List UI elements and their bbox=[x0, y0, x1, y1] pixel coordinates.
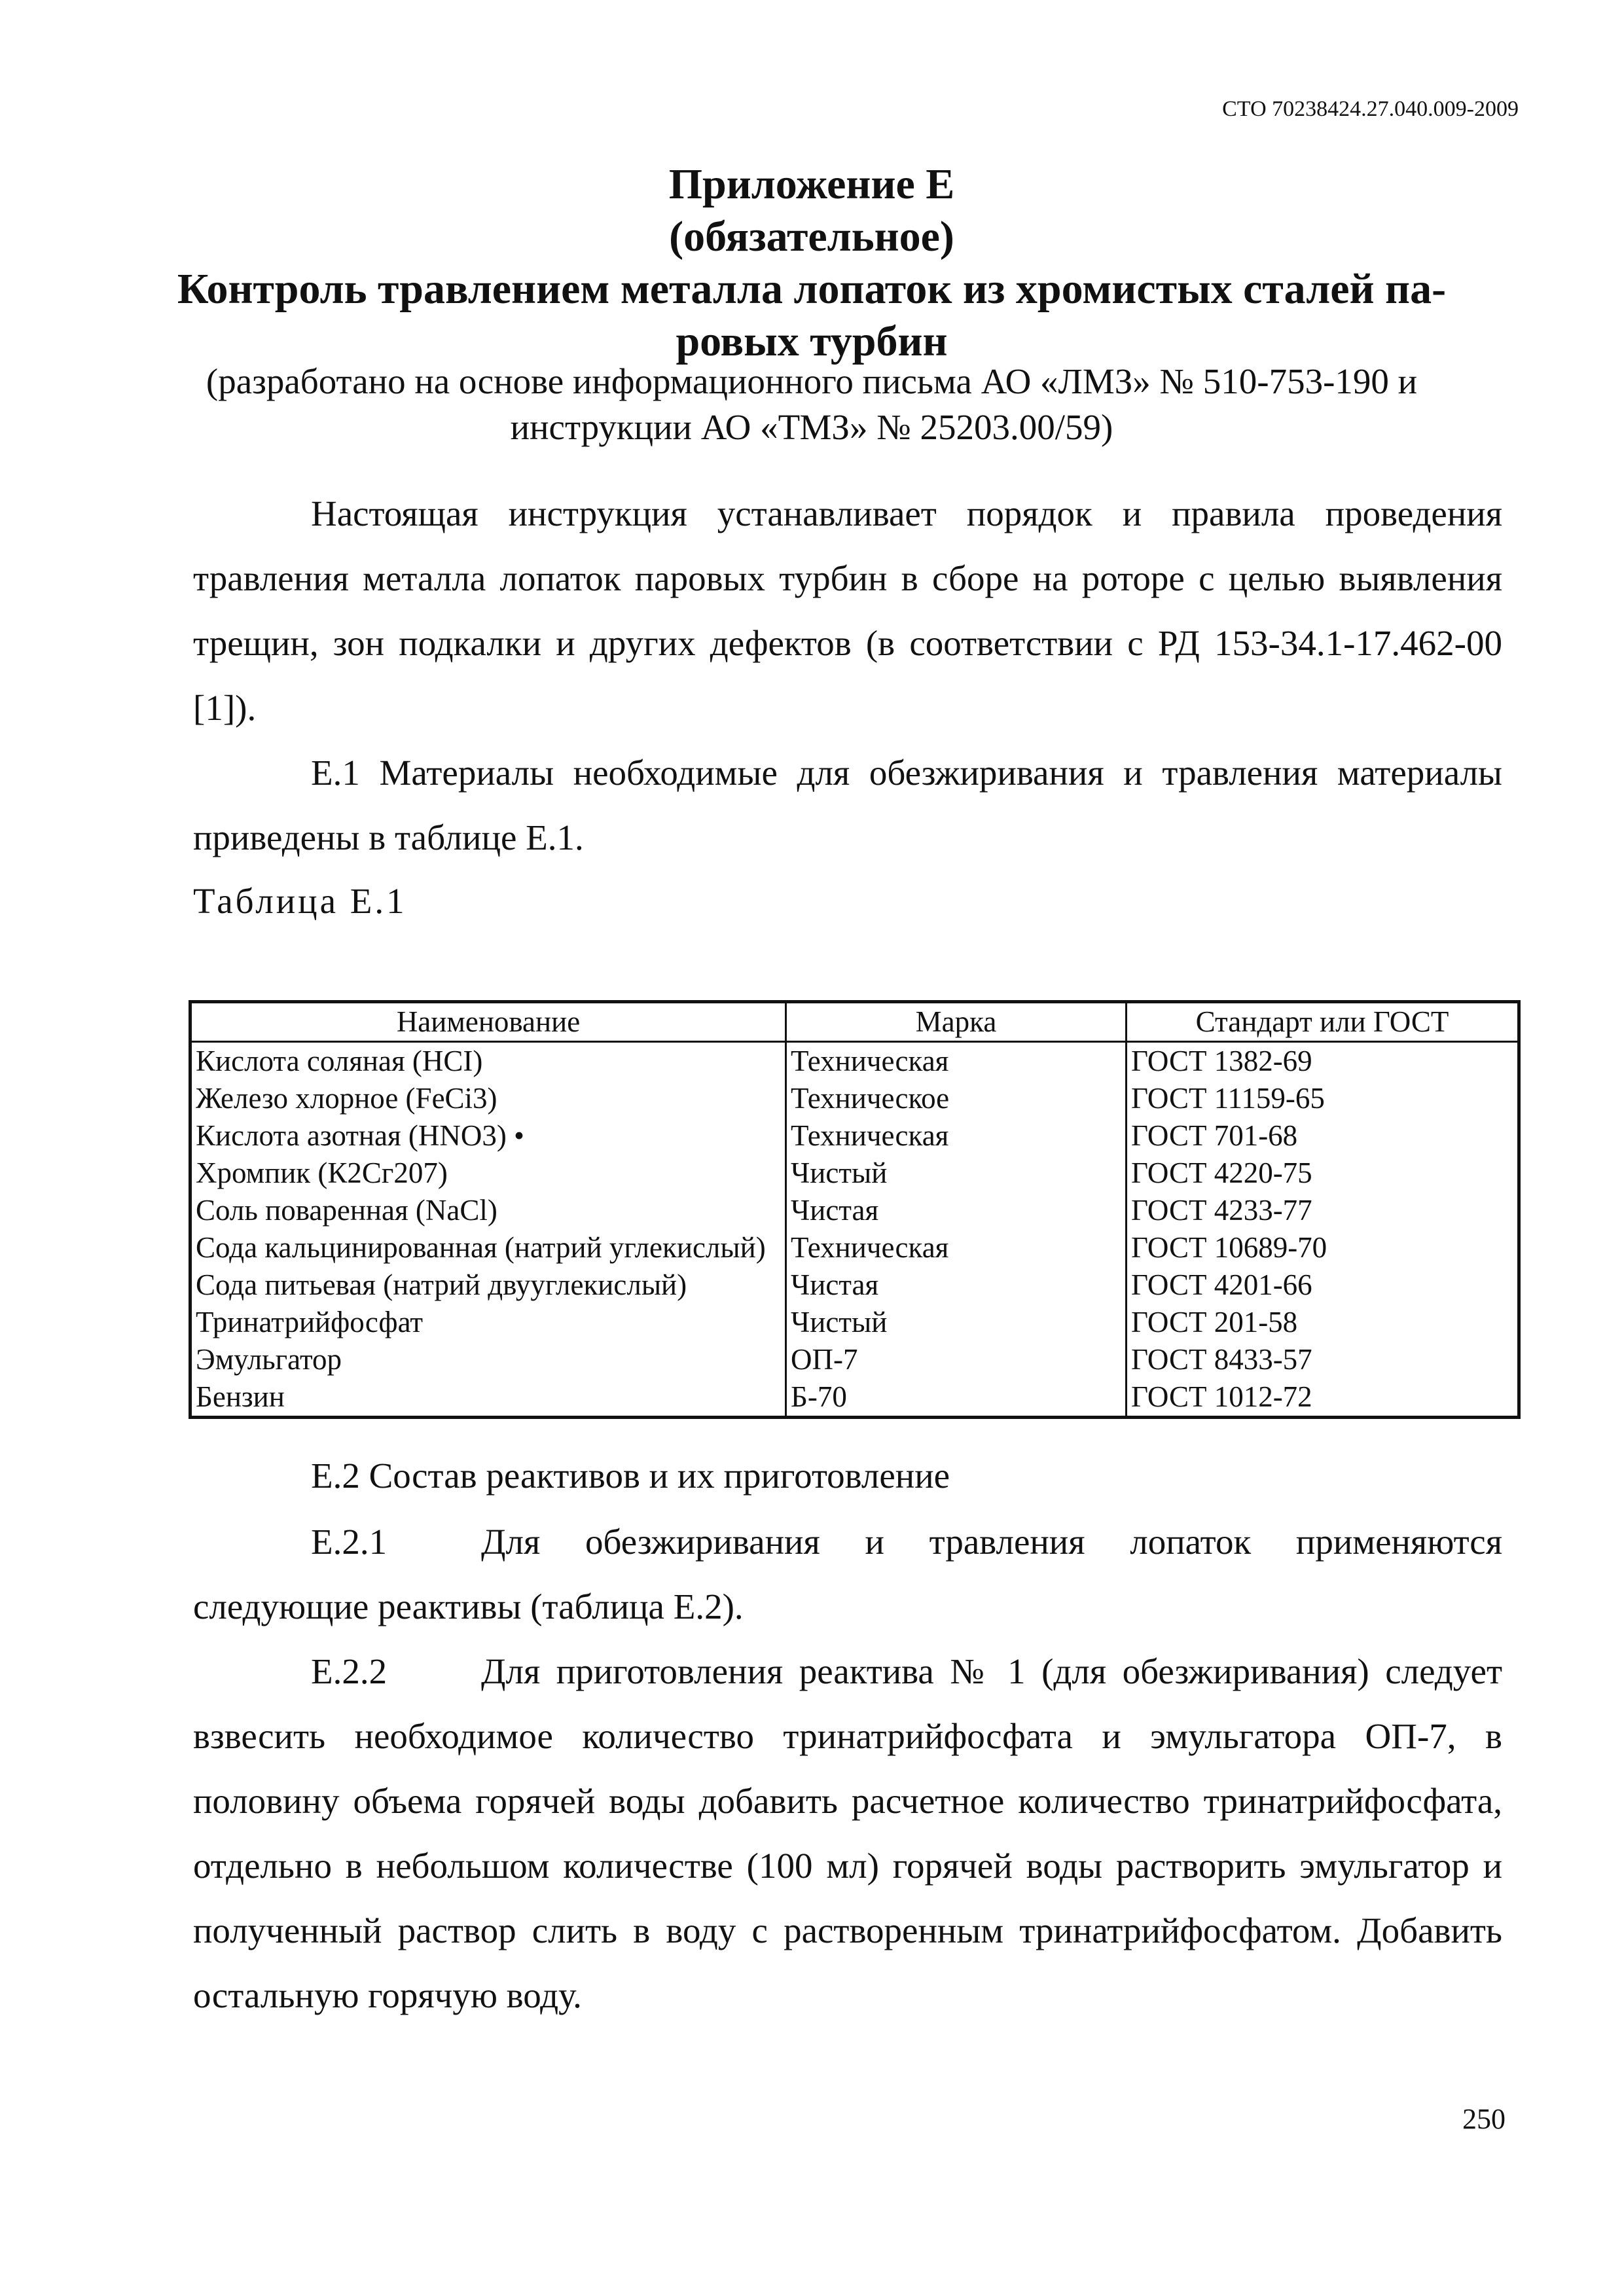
material-grade: Чистый bbox=[786, 1155, 1127, 1192]
section-e21-number: Е.2.1 bbox=[311, 1522, 388, 1562]
material-grade: Техническая bbox=[786, 1042, 1127, 1081]
material-grade: Техническая bbox=[786, 1117, 1127, 1155]
material-standard: ГОСТ 1012-72 bbox=[1127, 1378, 1519, 1418]
materials-table bbox=[189, 1000, 1521, 1419]
intro-paragraph: Настоящая инструкция устанавливает порядок и правила проведения травления металла лопаток паровых турбин в сборе на роторе с целью выявления трещин, зон подкалки и других дефектов (в соответствии с РД 153-34.1-17.462-00 [1]). bbox=[193, 493, 1502, 728]
section-e1-paragraph: Е.1 Материалы необходимые для обезжиривания и травления материалы приведены в таблице Е.1. bbox=[193, 753, 1502, 857]
document-code: СТО 70238424.27.040.009-2009 bbox=[1222, 97, 1519, 121]
material-name: Сода кальцинированная (натрий углекислый) bbox=[190, 1229, 786, 1266]
material-grade: Чистая bbox=[786, 1192, 1127, 1229]
material-grade: Чистый bbox=[786, 1304, 1127, 1341]
material-name: Тринатрийфосфат bbox=[190, 1304, 786, 1341]
material-standard: ГОСТ 1382-69 bbox=[1127, 1042, 1519, 1081]
appendix-status: (обязательное) bbox=[669, 213, 954, 260]
table-caption: Таблица Е.1 bbox=[193, 881, 407, 921]
table-row bbox=[190, 1080, 1519, 1117]
column-header-grade: Марка bbox=[786, 1002, 1127, 1042]
table-row bbox=[190, 1341, 1519, 1378]
material-name: Сода питьевая (натрий двууглекислый) bbox=[190, 1266, 786, 1304]
appendix-source-line2: инструкции АО «ТМЗ» № 25203.00/59) bbox=[510, 407, 1113, 447]
material-name: Соль поваренная (NaCl) bbox=[190, 1192, 786, 1229]
material-grade: ОП-7 bbox=[786, 1341, 1127, 1378]
section-e22-paragraph: Е.2.2 Для приготовления реактива № 1 (для обезжиривания) следует взвесить необходимое количество тринатрийфосфата и эмульгатора ОП-7, в половину объема горячей воды добавить расчетное количество тринатрийфосфата, отдельно в небольшом количестве (100 мл) горячей воды растворить эмульгатор и полученный раствор слить в воду с растворенным тринатрийфосфатом. Добавить остальную горячую воду. bbox=[193, 1639, 1502, 2028]
table-row bbox=[190, 1192, 1519, 1229]
table-row bbox=[190, 1042, 1519, 1081]
material-standard: ГОСТ 4220-75 bbox=[1127, 1155, 1519, 1192]
section-e2-heading: Е.2 Состав реактивов и их приготовление bbox=[311, 1456, 950, 1496]
material-standard: ГОСТ 201-58 bbox=[1127, 1304, 1519, 1341]
appendix-heading-line1: Контроль травлением металла лопаток из хромистых сталей па- bbox=[177, 265, 1447, 313]
appendix-source-line1: (разработано на основе информационного письма АО «ЛМЗ» № 510-753-190 и bbox=[206, 361, 1418, 401]
appendix-title: Приложение Е bbox=[668, 160, 955, 208]
material-name: Кислота азотная (HNO3) • bbox=[190, 1117, 786, 1155]
material-name: Хромпик (К2Сг207) bbox=[190, 1155, 786, 1192]
material-grade: Техническая bbox=[786, 1229, 1127, 1266]
section-e22-number: Е.2.2 bbox=[311, 1651, 388, 1691]
column-header-standard: Стандарт или ГОСТ bbox=[1127, 1002, 1519, 1042]
table-row bbox=[190, 1117, 1519, 1155]
table-row bbox=[190, 1229, 1519, 1266]
material-name: Железо хлорное (FeCi3) bbox=[190, 1080, 786, 1117]
material-name: Эмульгатор bbox=[190, 1341, 786, 1378]
appendix-heading-line2: ровых турбин bbox=[676, 317, 948, 365]
table-row bbox=[190, 1304, 1519, 1341]
material-grade: Техническое bbox=[786, 1080, 1127, 1117]
material-standard: ГОСТ 11159-65 bbox=[1127, 1080, 1519, 1117]
material-standard: ГОСТ 701-68 bbox=[1127, 1117, 1519, 1155]
material-standard: ГОСТ 4201-66 bbox=[1127, 1266, 1519, 1304]
table-row bbox=[190, 1378, 1519, 1418]
table-header-row bbox=[190, 1002, 1519, 1042]
column-header-name: Наименование bbox=[190, 1002, 786, 1042]
material-grade: Б-70 bbox=[786, 1378, 1127, 1418]
material-grade: Чистая bbox=[786, 1266, 1127, 1304]
material-name: Бензин bbox=[190, 1378, 786, 1418]
section-e21-paragraph: Е.2.1 Для обезжиривания и травления лопаток применяются следующие реактивы (таблица Е.2). bbox=[193, 1509, 1502, 1639]
table-row bbox=[190, 1266, 1519, 1304]
material-standard: ГОСТ 8433-57 bbox=[1127, 1341, 1519, 1378]
material-standard: ГОСТ 4233-77 bbox=[1127, 1192, 1519, 1229]
material-name: Кислота соляная (HCI) bbox=[190, 1042, 786, 1081]
table-row bbox=[190, 1155, 1519, 1192]
material-standard: ГОСТ 10689-70 bbox=[1127, 1229, 1519, 1266]
page-number: 250 bbox=[1462, 2103, 1506, 2135]
